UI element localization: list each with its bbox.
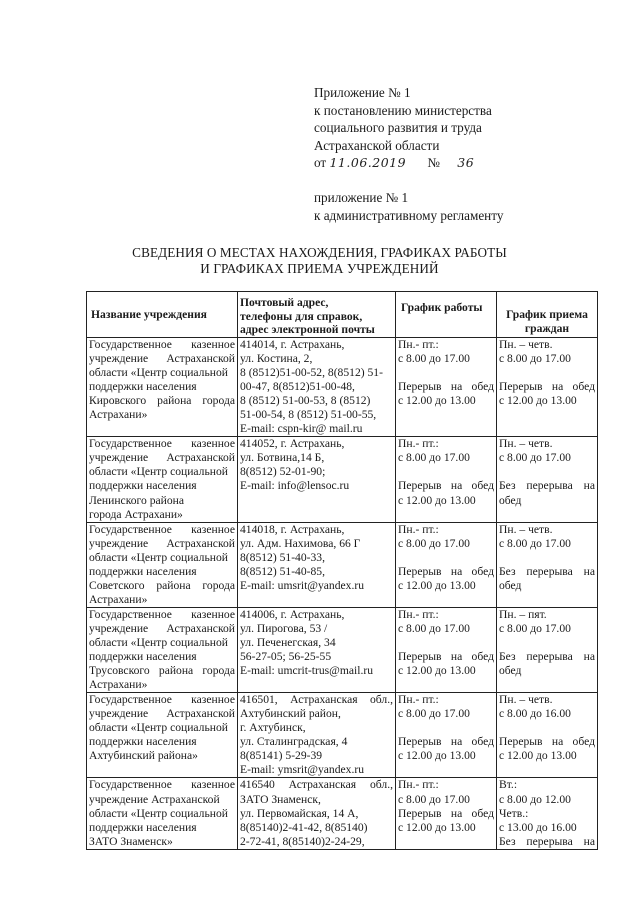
cell-line: с 8.00 до 12.00 [499, 792, 571, 806]
cell-line: ул. Первомайская, 14 А, [240, 806, 359, 820]
cell-line [499, 551, 595, 565]
appendix-line-4: Астраханской области [314, 137, 440, 153]
cell-line: Пн.- пт.: [398, 522, 439, 536]
table-row [87, 778, 598, 849]
cell-line [398, 465, 494, 479]
cell-line: Без перерыва на [499, 650, 595, 664]
cell-line: с 8.00 до 16.00 [499, 707, 571, 721]
cell-line: с 12.00 до 13.00 [398, 578, 476, 592]
cell-line: Без перерыва на [499, 834, 595, 848]
cell-line: Ленинского района [89, 493, 184, 507]
cell-line: E-mail: ymsrit@yandex.ru [240, 763, 365, 777]
cell-line: E-mail: umsrit@yandex.ru [240, 578, 365, 592]
cell-line: с 8.00 до 17.00 [499, 451, 571, 465]
cell-line: с 13.00 до 16.00 [499, 820, 577, 834]
reception-schedule-cell [497, 778, 598, 849]
cell-line: ул. Печенегская, 34 [240, 635, 336, 649]
cell-line: Государственное казенное [89, 338, 235, 351]
cell-line: Вт.: [499, 778, 518, 792]
cell-line: ул. Сталинградская, 4 [240, 735, 348, 749]
cell-line: учреждение Астраханской [89, 352, 235, 366]
cell-line: 51-00-54, 8 (8512) 51-00-55, [240, 408, 377, 422]
institution-name-cell [87, 607, 238, 692]
cell-line: с 12.00 до 13.00 [398, 820, 476, 834]
cell-line: Государственное казенное [89, 607, 235, 621]
cell-line: Пн. – пят. [499, 607, 547, 621]
cell-line: обед [499, 493, 522, 507]
cell-line: поддержки населения [89, 479, 197, 493]
cell-line: E-mail: cspn-kir@ mail.ru [240, 422, 363, 436]
cell-line: Без перерыва на [499, 479, 595, 493]
cell-line: Государственное казенное [89, 778, 235, 792]
cell-line: Перерыв на обед [499, 735, 595, 749]
cell-line: 2-72-41, 8(85140)2-24-29, [240, 834, 365, 848]
cell-line: Государственное казенное [89, 693, 235, 707]
cell-line: учреждение Астраханской [89, 621, 235, 635]
address-cell [238, 522, 396, 607]
cell-line: с 12.00 до 13.00 [499, 749, 577, 763]
cell-line: 416501, Астраханская обл., [240, 693, 393, 707]
cell-line: Пн.- пт.: [398, 778, 439, 792]
cell-line: области «Центр социальной [89, 635, 228, 649]
cell-line: поддержки населения [89, 650, 197, 664]
work-schedule-cell [396, 522, 497, 607]
address-cell [238, 778, 396, 849]
cell-line [499, 636, 595, 650]
institution-name-cell [87, 693, 238, 778]
appendix-date-line [314, 154, 503, 172]
cell-line: Перерыв на обед [398, 564, 494, 578]
cell-line: 8(85141) 5-29-39 [240, 749, 323, 763]
cell-line: Перерыв на обед [398, 806, 494, 820]
header-work-schedule: График работы [396, 292, 497, 338]
institution-name-cell [87, 338, 238, 437]
address-cell [238, 693, 396, 778]
handwritten-number: 36 [457, 155, 475, 171]
cell-line: Перерыв на обед [398, 735, 494, 749]
cell-line: с 12.00 до 13.00 [398, 664, 476, 678]
cell-line: Государственное казенное [89, 522, 235, 536]
cell-line: Астрахани» [89, 678, 148, 692]
cell-line: Астрахани» [89, 408, 148, 422]
cell-line: Перерыв на обед [499, 380, 595, 394]
cell-line [398, 366, 494, 380]
work-schedule-cell [396, 437, 497, 522]
table-row [87, 607, 598, 692]
cell-line: учреждение Астраханской [89, 707, 235, 721]
cell-line: Четв.: [499, 806, 529, 820]
cell-line: 00-47, 8(8512)51-00-48, [240, 380, 355, 394]
cell-line: E-mail: umcrit-trus@mail.ru [240, 664, 374, 678]
document-title-line-1: СВЕДЕНИЯ О МЕСТАХ НАХОЖДЕНИЯ, ГРАФИКАХ РАБОТЫ [132, 245, 507, 260]
cell-line: с 8.00 до 17.00 [499, 352, 571, 366]
cell-line: 8 (8512) 51-00-53, 8 (8512) [240, 394, 371, 408]
number-sign: № [427, 155, 440, 171]
cell-line: Советского района города [89, 578, 235, 592]
cell-line: поддержки населения [89, 380, 197, 394]
cell-line: Перерыв на обед [398, 650, 494, 664]
cell-line: Пн.- пт.: [398, 693, 439, 707]
institution-name-cell [87, 437, 238, 522]
cell-line: Астрахани» [89, 592, 148, 606]
cell-line: Пн. – четв. [499, 437, 553, 451]
cell-line: с 12.00 до 13.00 [398, 493, 476, 507]
cell-line: с 12.00 до 13.00 [398, 749, 476, 763]
table-row [87, 522, 598, 607]
reception-schedule-cell [497, 437, 598, 522]
address-cell [238, 338, 396, 437]
cell-line: Перерыв на обед [398, 479, 494, 493]
cell-line: 414018, г. Астрахань, [240, 522, 345, 536]
cell-line: с 8.00 до 17.00 [398, 352, 470, 366]
cell-line: 414014, г. Астрахань, [240, 338, 345, 351]
table-row [87, 338, 598, 437]
cell-line: с 8.00 до 17.00 [499, 536, 571, 550]
cell-line: Кировского района города [89, 394, 235, 408]
institution-name-cell [87, 522, 238, 607]
cell-line: ул. Ботвина,14 Б, [240, 451, 325, 465]
cell-line: Ахтубинский района» [89, 749, 198, 763]
sub-appendix-title: приложение № 1 [314, 189, 409, 205]
cell-line: Пн.- пт.: [398, 338, 439, 351]
institutions-table [86, 291, 598, 850]
header-address: Почтовый адрес, телефоны для справок, адрес электронной почты [238, 292, 396, 338]
header-reception-schedule: График приема граждан [497, 292, 598, 338]
work-schedule-cell [396, 338, 497, 437]
cell-line: поддержки населения [89, 735, 197, 749]
cell-line: с 12.00 до 13.00 [398, 394, 476, 408]
table-row [87, 437, 598, 522]
table-row [87, 693, 598, 778]
cell-line: Ахтубинский район, [240, 707, 341, 721]
cell-line: Пн. – четв. [499, 338, 553, 351]
cell-line: ул. Пирогова, 53 / [240, 621, 328, 635]
cell-line: 416540 Астраханская обл., [240, 778, 393, 792]
cell-line: области «Центр социальной [89, 366, 228, 380]
cell-line: 8(8512) 51-40-85, [240, 564, 326, 578]
cell-line: с 8.00 до 17.00 [398, 536, 470, 550]
cell-line: ЗАТО Знаменск» [89, 834, 173, 848]
cell-line: Трусовского района города [89, 664, 235, 678]
cell-line: E-mail: info@lensoc.ru [240, 479, 350, 493]
cell-line: области «Центр социальной [89, 721, 228, 735]
appendix-line-3: социального развития и труда [314, 120, 482, 136]
cell-line: с 8.00 до 17.00 [398, 792, 470, 806]
cell-line: с 8.00 до 17.00 [499, 621, 571, 635]
cell-line: области «Центр социальной [89, 465, 228, 479]
table-header-row [87, 292, 598, 338]
cell-line: Пн. – четв. [499, 522, 553, 536]
sub-appendix-line-2: к административному регламенту [314, 207, 504, 223]
cell-line: Пн. – четв. [499, 693, 553, 707]
institution-name-cell [87, 778, 238, 849]
appendix-line-2: к постановлению министерства [314, 102, 492, 118]
document-title-line-2: И ГРАФИКАХ ПРИЕМА УЧРЕЖДЕНИЙ [200, 261, 439, 276]
cell-line: 414006, г. Астрахань, [240, 607, 345, 621]
cell-line: города Астрахани» [89, 507, 183, 521]
from-prefix: от [314, 155, 327, 171]
cell-line [398, 636, 494, 650]
reception-schedule-cell [497, 693, 598, 778]
cell-line: 8(8512) 51-40-33, [240, 550, 326, 564]
cell-line: с 8.00 до 17.00 [398, 621, 470, 635]
appendix-title: Приложение № 1 [314, 85, 411, 100]
cell-line: ул. Костина, 2, [240, 352, 313, 366]
cell-line: поддержки населения [89, 820, 197, 834]
cell-line: 8(8512) 52-01-90; [240, 465, 326, 479]
cell-line: 414052, г. Астрахань, [240, 437, 345, 451]
reception-schedule-cell [497, 338, 598, 437]
cell-line [398, 721, 494, 735]
cell-line: поддержки населения [89, 564, 197, 578]
cell-line [398, 551, 494, 565]
header-name: Название учреждения [87, 292, 238, 338]
cell-line: учреждение Астраханской [89, 451, 235, 465]
work-schedule-cell [396, 778, 497, 849]
cell-line: учреждение Астраханской [89, 536, 235, 550]
cell-line: 8 (8512)51-00-52, 8(8512) 51- [240, 366, 383, 380]
cell-line: Без перерыва на [499, 564, 595, 578]
work-schedule-cell [396, 693, 497, 778]
appendix-header [314, 84, 503, 224]
handwritten-date: 11.06.2019 [329, 155, 407, 171]
cell-line: Государственное казенное [89, 437, 235, 451]
cell-line: Перерыв на обед [398, 380, 494, 394]
address-cell [238, 437, 396, 522]
cell-line: Пн.- пт.: [398, 607, 439, 621]
cell-line: области «Центр социальной [89, 806, 228, 820]
cell-line: области «Центр социальной [89, 550, 228, 564]
document-title [0, 245, 639, 277]
cell-line: 56-27-05; 56-25-55 [240, 650, 332, 664]
cell-line: Пн.- пт.: [398, 437, 439, 451]
cell-line [499, 721, 595, 735]
work-schedule-cell [396, 607, 497, 692]
cell-line: ЗАТО Знаменск, [240, 792, 321, 806]
cell-line: г. Ахтубинск, [240, 721, 306, 735]
address-cell [238, 607, 396, 692]
cell-line: обед [499, 578, 522, 592]
cell-line [499, 366, 595, 380]
reception-schedule-cell [497, 607, 598, 692]
cell-line: 8(85140)2-41-42, 8(85140) [240, 820, 368, 834]
reception-schedule-cell [497, 522, 598, 607]
cell-line: обед [499, 664, 522, 678]
cell-line: с 8.00 до 17.00 [398, 451, 470, 465]
cell-line [499, 465, 595, 479]
cell-line: учреждение Астраханской [89, 792, 220, 806]
cell-line: ул. Адм. Нахимова, 66 Г [240, 536, 361, 550]
cell-line: с 12.00 до 13.00 [499, 394, 577, 408]
cell-line: с 8.00 до 17.00 [398, 707, 470, 721]
